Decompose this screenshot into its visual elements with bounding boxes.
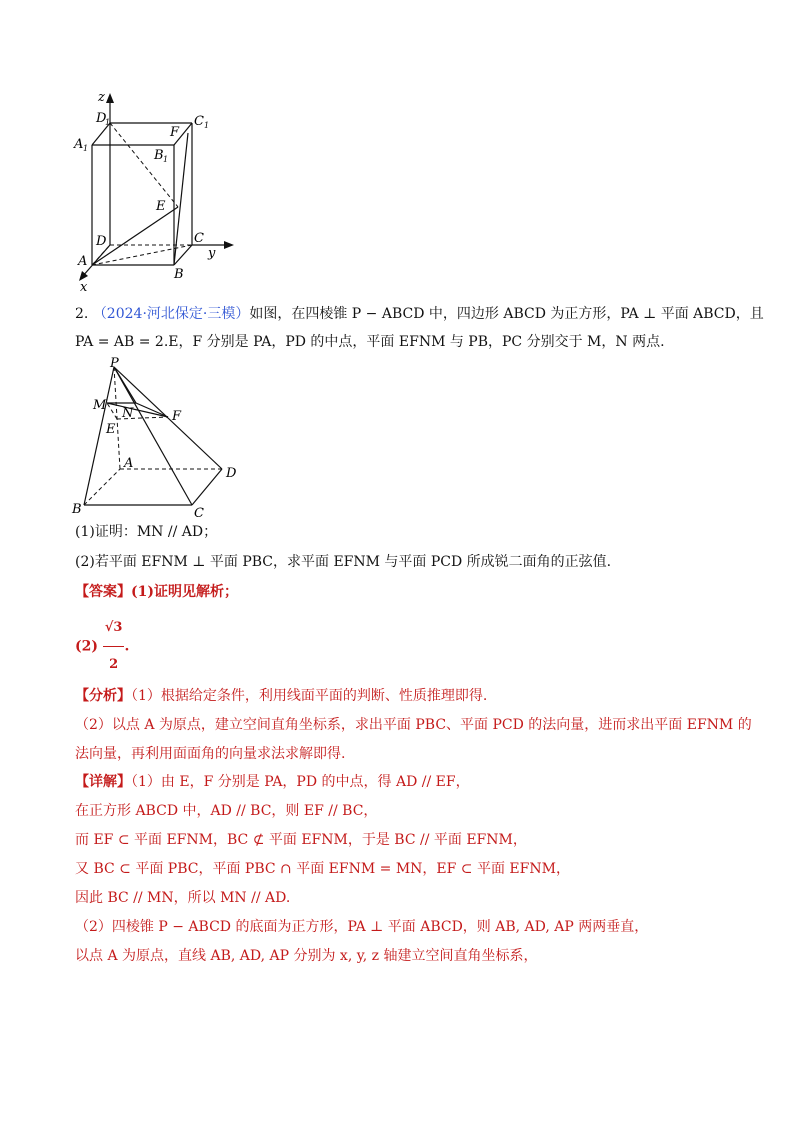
answer-line-1 — [75, 581, 238, 603]
detail-line-3: 而 EF ⊂ 平面 EFNM，BC ⊄ 平面 EFNM，于是 BC // 平面 EFNM， — [75, 832, 527, 848]
label-f2: F — [172, 409, 182, 424]
label-e: E — [156, 199, 166, 214]
problem-line-1 — [75, 303, 764, 325]
label-b1: B — [154, 148, 164, 163]
label-a1: A — [74, 137, 84, 152]
analysis-line-1: 【分析】（1）根据给定条件，利用线面平面的判断、性质推理即得. — [75, 688, 488, 704]
fraction-numerator: √3 — [103, 610, 125, 647]
svg-text:1: 1 — [163, 155, 169, 164]
label-z: z — [98, 90, 105, 105]
label-n: N — [122, 406, 134, 421]
label-a2: A — [124, 456, 134, 471]
problem-number: 2. — [75, 306, 89, 322]
label-f: F — [170, 125, 180, 140]
answer-tag: 【答案】 — [75, 584, 131, 600]
problem-line-2: PA = AB = 2.E，F 分别是 PA，PD 的中点，平面 EFNM 与 PB，PC 分别交于 M，N 两点. — [75, 334, 665, 350]
detail-line-4: 又 BC ⊂ 平面 PBC，平面 PBC ∩ 平面 EFNM = MN，EF ⊂ 平面 EFNM， — [75, 861, 570, 877]
label-c1: C — [194, 114, 204, 129]
label-c2: C — [194, 506, 204, 520]
detail-line-1: 【详解】（1）由 E，F 分别是 PA，PD 的中点，得 AD // EF， — [75, 774, 470, 790]
detail-tag: 【详解】 — [75, 774, 131, 790]
detail-line-7: 以点 A 为原点，直线 AB, AD, AP 分别为 x, y, z 轴建立空间直角坐标系， — [75, 948, 538, 964]
label-c: C — [194, 231, 204, 246]
problem-source: （2024·河北保定·三模） — [92, 306, 250, 322]
label-a: A — [78, 254, 88, 269]
answer-part2-prefix: (2) — [75, 638, 98, 655]
analysis-line-2: （2）以点 A 为原点，建立空间直角坐标系，求出平面 PBC、平面 PCD 的法向量，进而求出平面 EFNM 的 — [75, 717, 752, 733]
answer-part2-suffix: . — [124, 638, 130, 655]
problem-stem-1: 如图，在四棱锥 P − ABCD 中，四边形 ABCD 为正方形，PA ⊥ 平面 ABCD，且 — [249, 306, 764, 322]
label-x: x — [80, 280, 88, 295]
answer-line-2 — [75, 610, 129, 683]
label-e2: E — [106, 422, 116, 437]
label-b2: B — [72, 502, 82, 517]
detail-line-5: 因此 BC // MN，所以 MN // AD. — [75, 890, 291, 906]
analysis-line-3: 法向量，再利用面面角的向量求法求解即得. — [75, 746, 346, 762]
label-d1: D — [96, 111, 107, 126]
analysis-tag: 【分析】 — [75, 688, 131, 704]
detail-line-6: （2）四棱锥 P − ABCD 的底面为正方形，PA ⊥ 平面 ABCD，则 AB, AD, AP 两两垂直， — [75, 919, 649, 935]
detail-line-2: 在正方形 ABCD 中，AD // BC，则 EF // BC， — [75, 803, 378, 819]
svg-text:1: 1 — [83, 144, 89, 153]
answer-fraction — [103, 610, 125, 683]
label-p: P — [110, 356, 119, 371]
svg-text:1: 1 — [204, 121, 210, 130]
question-2: (2)若平面 EFNM ⊥ 平面 PBC，求平面 EFNM 与平面 PCD 所成锐二面角的正弦值. — [75, 554, 612, 570]
fraction-denominator: 2 — [109, 657, 119, 672]
answer-part1: (1)证明见解析； — [131, 584, 238, 600]
figure-rectangular-prism — [70, 85, 240, 295]
label-d: D — [96, 234, 107, 249]
label-y: y — [208, 246, 216, 261]
label-b: B — [174, 267, 184, 282]
label-m: M — [93, 398, 107, 413]
question-1: (1)证明：MN // AD； — [75, 524, 218, 540]
svg-text:1: 1 — [105, 118, 111, 127]
figure-pyramid — [70, 355, 250, 520]
label-d2: D — [226, 466, 237, 481]
